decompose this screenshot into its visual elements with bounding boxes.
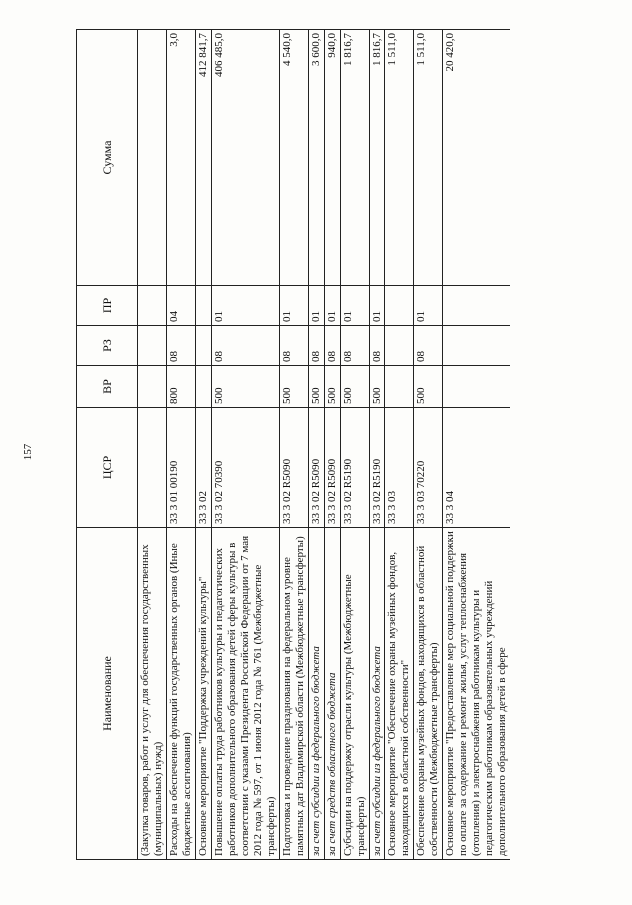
cell-sum: 4 540,0: [279, 30, 308, 286]
cell-pr: 01: [324, 286, 340, 326]
cell-rz: [138, 326, 167, 366]
cell-csr: [138, 408, 167, 528]
table-row: [369, 30, 385, 860]
cell-vr: 800: [166, 366, 195, 408]
table-row: [308, 30, 324, 860]
cell-vr: [138, 366, 167, 408]
cell-sum: 1 511,0: [414, 30, 443, 286]
header-name: Наименование: [77, 528, 138, 860]
cell-csr: 33 3 02 70390: [211, 408, 279, 528]
cell-vr: [443, 366, 510, 408]
cell-rz: 08: [308, 326, 324, 366]
cell-vr: 500: [308, 366, 324, 408]
cell-name: (Закупка товаров, работ и услуг для обеспечения государственных (муниципальных) нужд): [138, 528, 167, 860]
cell-pr: 01: [211, 286, 279, 326]
cell-vr: 500: [279, 366, 308, 408]
cell-sum: [138, 30, 167, 286]
cell-vr: 500: [324, 366, 340, 408]
cell-csr: 33 3 02 R5090: [324, 408, 340, 528]
header-csr: ЦСР: [77, 408, 138, 528]
cell-name: Повышение оплаты труда работников культуры и педагогических работников дополнительного образования детей сферы культуры в соответствии с указами Президента Российской Федерации от 7 мая 2012 года № 597, от 1 июня 2012 года № 761 (Межбюджетные трансферты): [211, 528, 279, 860]
cell-name: Основное мероприятие "Поддержка учреждений культуры": [195, 528, 211, 860]
cell-sum: 1 816,7: [340, 30, 369, 286]
table-row: [443, 30, 510, 860]
cell-sum: 1 816,7: [369, 30, 385, 286]
cell-pr: [443, 286, 510, 326]
cell-name: Расходы на обеспечение функций государственных органов (Иные бюджетные ассигнования): [166, 528, 195, 860]
cell-csr: 33 3 03 70220: [414, 408, 443, 528]
cell-pr: 01: [340, 286, 369, 326]
header-sum: Сумма: [77, 30, 138, 286]
cell-sum: 412 841,7: [195, 30, 211, 286]
cell-rz: 08: [340, 326, 369, 366]
table-header-row: [77, 30, 138, 860]
cell-name: за счет субсидии из федерального бюджета: [308, 528, 324, 860]
cell-vr: 500: [340, 366, 369, 408]
cell-csr: 33 3 02 R5190: [369, 408, 385, 528]
header-pr: ПР: [77, 286, 138, 326]
cell-vr: [195, 366, 211, 408]
cell-pr: 01: [279, 286, 308, 326]
page-number: 157: [22, 443, 34, 461]
cell-csr: 33 3 04: [443, 408, 510, 528]
cell-pr: 01: [308, 286, 324, 326]
header-vr: ВР: [77, 366, 138, 408]
cell-pr: [385, 286, 414, 326]
table-row: [324, 30, 340, 860]
table-row: [211, 30, 279, 860]
table-row: [138, 30, 167, 860]
budget-table: [76, 29, 510, 860]
cell-name: Основное мероприятие "Обеспечение охраны музейных фондов, находящихся в областной собственности": [385, 528, 414, 860]
cell-csr: 33 3 02 R5090: [279, 408, 308, 528]
cell-name: Субсидии на поддержку отрасли культуры (Межбюджетные трансферты): [340, 528, 369, 860]
cell-rz: [195, 326, 211, 366]
cell-sum: 3 600,0: [308, 30, 324, 286]
cell-name: Основное мероприятие "Предоставление мер социальной поддержки по оплате за содержание и ремонт жилья, услуг теплоснабжения (отопления) и электроснабжения работникам культуры и педагогическим работникам образовательных учреждений дополнительного образования детей в сфере: [443, 528, 510, 860]
cell-rz: 08: [279, 326, 308, 366]
cell-pr: 01: [369, 286, 385, 326]
cell-sum: 3,0: [166, 30, 195, 286]
cell-name: за счет субсидии из федерального бюджета: [369, 528, 385, 860]
cell-vr: 500: [211, 366, 279, 408]
cell-pr: [138, 286, 167, 326]
cell-sum: 20 420,0: [443, 30, 510, 286]
cell-pr: 04: [166, 286, 195, 326]
cell-rz: 08: [166, 326, 195, 366]
cell-vr: 500: [414, 366, 443, 408]
table-row: [279, 30, 308, 860]
cell-sum: 940,0: [324, 30, 340, 286]
cell-rz: 08: [369, 326, 385, 366]
header-rz: РЗ: [77, 326, 138, 366]
cell-vr: [385, 366, 414, 408]
cell-csr: 33 3 02 R5090: [308, 408, 324, 528]
cell-rz: 08: [211, 326, 279, 366]
cell-sum: 406 485,0: [211, 30, 279, 286]
budget-table-container: [76, 30, 596, 860]
cell-rz: 08: [414, 326, 443, 366]
table-row: [414, 30, 443, 860]
cell-csr: 33 3 03: [385, 408, 414, 528]
cell-csr: 33 3 02: [195, 408, 211, 528]
cell-sum: 1 511,0: [385, 30, 414, 286]
cell-name: Подготовка и проведение празднования на федеральном уровне памятных дат Владимирской области (Межбюджетные трансферты): [279, 528, 308, 860]
table-row: [195, 30, 211, 860]
table-row: [340, 30, 369, 860]
cell-pr: [195, 286, 211, 326]
cell-rz: 08: [324, 326, 340, 366]
cell-csr: 33 3 01 00190: [166, 408, 195, 528]
cell-rz: [443, 326, 510, 366]
table-row: [385, 30, 414, 860]
cell-name: за счет средств областного бюджета: [324, 528, 340, 860]
table-row: [166, 30, 195, 860]
cell-pr: 01: [414, 286, 443, 326]
cell-vr: 500: [369, 366, 385, 408]
cell-csr: 33 3 02 R5190: [340, 408, 369, 528]
cell-name: Обеспечение охраны музейных фондов, находящихся в областной собственности (Межбюджетные трансферты): [414, 528, 443, 860]
cell-rz: [385, 326, 414, 366]
